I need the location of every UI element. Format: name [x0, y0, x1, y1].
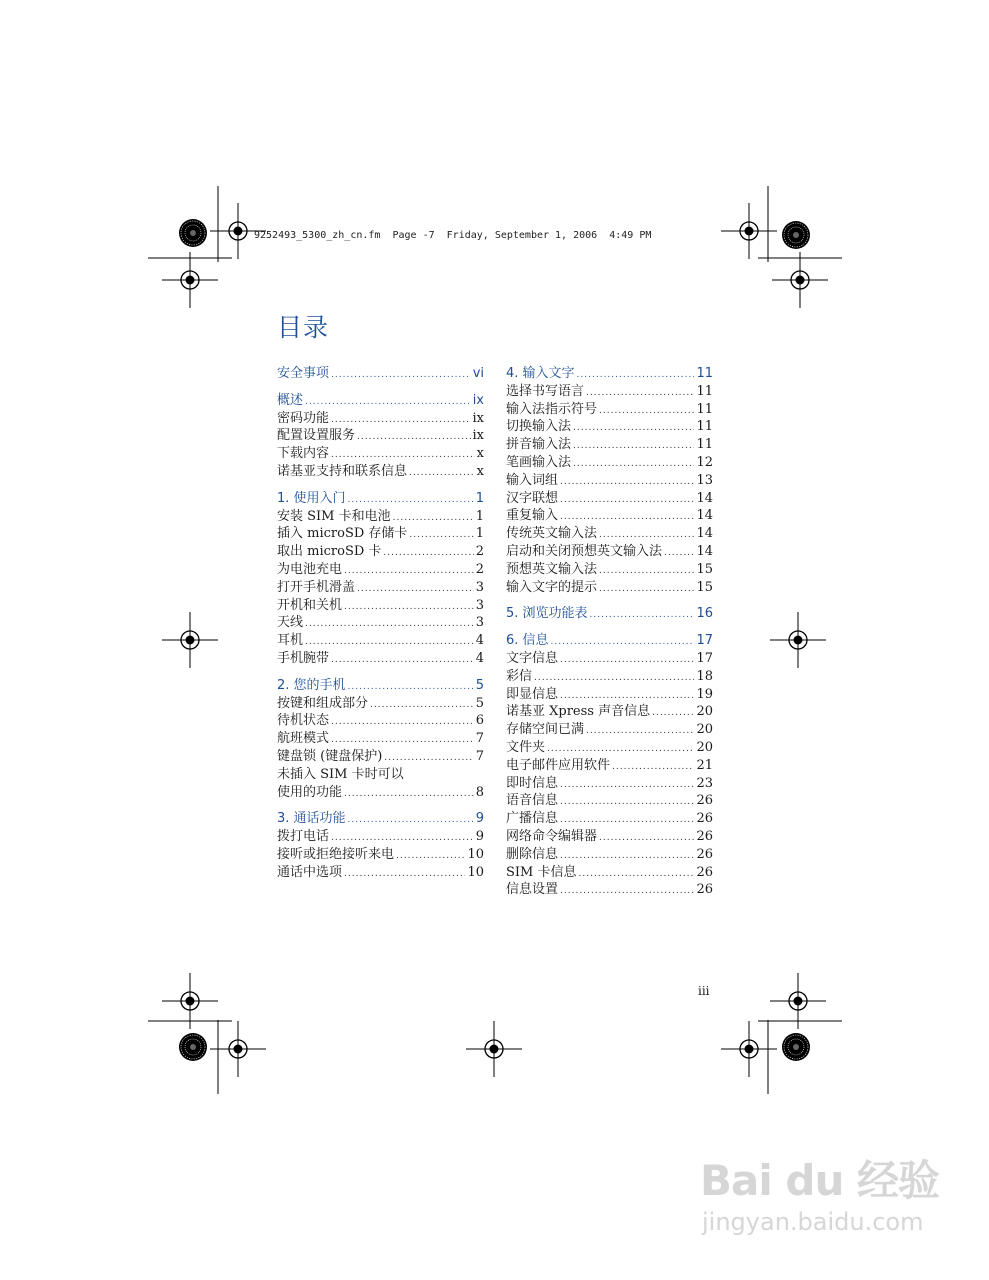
dot-leader — [344, 866, 465, 884]
toc-entry-title: 耳机 — [277, 633, 304, 649]
toc-entry[interactable] — [506, 436, 713, 454]
toc-entry-title: 汉字联想 — [506, 490, 559, 506]
toc-entry-title: 3. 通话功能 — [277, 811, 346, 827]
toc-entry-page: x — [476, 463, 484, 479]
toc-entry-title: 下载内容 — [277, 446, 330, 462]
toc-entry-page: 20 — [696, 739, 713, 755]
toc-entry-title: 网络命令编辑器 — [506, 828, 598, 844]
toc-entry[interactable] — [506, 650, 713, 668]
toc-entry-title: 按键和组成部分 — [277, 695, 369, 711]
toc-entry-page: ix — [472, 410, 484, 426]
dot-leader — [357, 429, 470, 447]
source-file-header: 9252493_5300_zh_cn.fm Page -7 Friday, September 1, 2006 4:49 PM — [254, 230, 652, 241]
toc-entry[interactable] — [506, 525, 713, 543]
toc-entry-title: 插入 microSD 存储卡 — [277, 526, 408, 542]
toc-entry-title: 即显信息 — [506, 686, 559, 702]
toc-entry-page: 10 — [467, 864, 484, 880]
toc-entry-page: 14 — [696, 490, 713, 506]
toc-entry-page: 4 — [475, 633, 484, 649]
toc-entry-page: 9 — [475, 811, 484, 827]
toc-entry[interactable] — [506, 703, 713, 721]
toc-entry[interactable] — [277, 784, 484, 802]
dot-leader — [560, 652, 694, 670]
toc-entry-page: 26 — [696, 828, 713, 844]
toc-entry[interactable] — [277, 730, 484, 748]
toc-chapter-entry[interactable] — [277, 677, 484, 695]
toc-entry[interactable] — [277, 543, 484, 561]
toc-entry-title: 广播信息 — [506, 811, 559, 827]
toc-entry-title: 启动和关闭预想英文输入法 — [506, 543, 663, 559]
toc-entry-page: 17 — [696, 650, 713, 666]
toc-section — [506, 605, 713, 623]
toc-entry[interactable] — [506, 579, 713, 597]
dot-leader — [599, 403, 694, 421]
dot-leader — [560, 492, 694, 510]
toc-entry-page: ix — [472, 392, 484, 408]
toc-section — [277, 392, 484, 481]
toc-entry-title: 为电池充电 — [277, 561, 343, 577]
toc-entry-title: 概述 — [277, 392, 304, 408]
toc-chapter-entry[interactable] — [277, 365, 484, 383]
crosshair-icon — [162, 612, 218, 668]
dot-leader — [344, 599, 474, 617]
star-target-icon — [179, 1033, 207, 1061]
toc-entry[interactable] — [506, 454, 713, 472]
toc-entry-title: 使用的功能 — [277, 784, 343, 800]
toc-entry-page: vi — [472, 366, 484, 381]
toc-entry-title: 切换输入法 — [506, 419, 572, 435]
toc-entry-page: 20 — [696, 704, 713, 720]
toc-entry-title: 键盘锁 (键盘保护) — [277, 748, 383, 764]
dot-leader — [305, 616, 474, 634]
toc-entry-title: 文字信息 — [506, 650, 559, 666]
star-target-icon — [179, 219, 207, 247]
toc-entry-title: 输入文字的提示 — [506, 579, 598, 595]
toc-entry-title: 语音信息 — [506, 793, 559, 809]
dot-leader — [534, 670, 694, 688]
toc-chapter-entry[interactable] — [506, 365, 713, 383]
dot-leader — [348, 812, 474, 830]
toc-entry-page: 2 — [475, 544, 484, 560]
toc-entry-title: 彩信 — [506, 668, 533, 684]
dot-leader — [357, 581, 474, 599]
star-target-icon — [782, 1033, 810, 1061]
toc-entry[interactable] — [506, 401, 713, 419]
toc-entry-title: 6. 信息 — [506, 633, 549, 649]
crosshair-icon — [466, 1021, 522, 1077]
page-number: iii — [698, 984, 710, 998]
toc-entry-page: 7 — [475, 748, 484, 764]
crosshair-icon — [162, 252, 218, 308]
toc-entry-title: 取出 microSD 卡 — [277, 544, 382, 560]
toc-entry[interactable] — [277, 748, 484, 766]
dot-leader — [577, 367, 695, 385]
toc-entry-title: 文件夹 — [506, 739, 546, 755]
dot-leader — [560, 777, 694, 795]
toc-entry-page: 1 — [475, 490, 484, 506]
toc-entry-title: 诺基亚 Xpress 声音信息 — [506, 704, 651, 720]
toc-entry[interactable] — [506, 507, 713, 525]
dot-leader — [586, 723, 694, 741]
toc-section — [277, 490, 484, 668]
dot-leader — [652, 705, 694, 723]
toc-entry-title: 拨打电话 — [277, 829, 330, 845]
star-target-icon — [782, 221, 810, 249]
toc-entry[interactable] — [506, 810, 713, 828]
toc-entry[interactable] — [277, 846, 484, 864]
crosshair-icon — [772, 252, 828, 308]
toc-section — [506, 365, 713, 596]
toc-entry-title: 存储空间已满 — [506, 722, 585, 738]
toc-entry-page: 21 — [696, 757, 713, 773]
watermark-logo: Bai du 经验 — [700, 1156, 939, 1205]
dot-leader — [396, 848, 465, 866]
baidu-jingyan-watermark — [700, 1140, 940, 1250]
toc-entry-title: 手机腕带 — [277, 650, 330, 666]
toc-column-right — [506, 365, 713, 908]
toc-entry-page: 17 — [696, 633, 713, 649]
toc-entry-page: 9 — [475, 829, 484, 845]
toc-entry[interactable] — [277, 508, 484, 526]
toc-entry-title: 输入词组 — [506, 472, 559, 488]
toc-entry[interactable] — [277, 828, 484, 846]
toc-entry-page: 26 — [696, 882, 713, 898]
toc-column-left — [277, 365, 484, 891]
toc-entry-page: 4 — [475, 650, 484, 666]
toc-entry-title: 拼音输入法 — [506, 437, 572, 453]
dot-leader — [344, 563, 474, 581]
toc-entry-title: 传统英文输入法 — [506, 526, 598, 542]
toc-entry-title: 打开手机滑盖 — [277, 579, 356, 595]
dot-leader — [409, 465, 475, 483]
dot-leader — [344, 786, 474, 804]
toc-entry-page: 14 — [696, 508, 713, 524]
dot-leader — [305, 394, 471, 412]
toc-entry-title: 密码功能 — [277, 410, 330, 426]
dot-leader — [599, 830, 694, 848]
toc-entry[interactable] — [506, 721, 713, 739]
toc-entry-title: 安全事项 — [277, 366, 330, 381]
toc-entry[interactable] — [506, 792, 713, 810]
toc-entry-page: 5 — [475, 695, 484, 711]
toc-chapter-entry[interactable] — [277, 490, 484, 508]
toc-entry-page: 26 — [696, 811, 713, 827]
toc-entry-title: 开机和关机 — [277, 597, 343, 613]
toc-entry[interactable] — [506, 668, 713, 686]
toc-entry[interactable] — [277, 864, 484, 882]
toc-entry-title: SIM 卡信息 — [506, 864, 577, 880]
toc-entry-title: 电子邮件应用软件 — [506, 757, 611, 773]
toc-entry-page: 15 — [696, 561, 713, 577]
toc-entry-title: 2. 您的手机 — [277, 677, 346, 693]
toc-entry-title: 诺基亚支持和联系信息 — [277, 463, 408, 479]
toc-entry-page: 7 — [475, 731, 484, 747]
toc-entry[interactable] — [277, 561, 484, 579]
toc-entry[interactable] — [506, 543, 713, 561]
toc-entry-page: 11 — [696, 366, 713, 381]
toc-entry-page: 12 — [696, 454, 713, 470]
toc-entry[interactable] — [506, 383, 713, 401]
page-title: 目录 — [277, 313, 330, 342]
dot-leader — [560, 883, 694, 901]
toc-entry[interactable] — [506, 739, 713, 757]
toc-entry-page: 20 — [696, 722, 713, 738]
toc-entry-title: 选择书写语言 — [506, 383, 585, 399]
toc-entry-page: 3 — [475, 597, 484, 613]
dot-leader — [579, 866, 695, 884]
toc-entry[interactable] — [506, 561, 713, 579]
toc-chapter-entry[interactable] — [506, 632, 713, 650]
toc-entry-title: 信息设置 — [506, 882, 559, 898]
crosshair-icon — [721, 1021, 777, 1077]
dot-leader — [560, 474, 694, 492]
toc-entry-title: 重复输入 — [506, 508, 559, 524]
toc-entry-page: 13 — [696, 472, 713, 488]
toc-entry-page: 6 — [475, 713, 484, 729]
toc-entry-title: 即时信息 — [506, 775, 559, 791]
toc-entry-page: 11 — [696, 401, 713, 417]
toc-entry[interactable] — [277, 597, 484, 615]
toc-entry-title: 笔画输入法 — [506, 454, 572, 470]
toc-entry-page: 26 — [696, 846, 713, 862]
toc-entry-title: 输入法指示符号 — [506, 401, 598, 417]
dot-leader — [383, 545, 473, 563]
toc-entry-page: 26 — [696, 793, 713, 809]
toc-entry-page: 10 — [467, 846, 484, 862]
toc-entry[interactable] — [506, 881, 713, 899]
toc-entry-title: 天线 — [277, 615, 304, 631]
toc-entry-page: 8 — [475, 784, 484, 800]
toc-entry-page: 3 — [475, 615, 484, 631]
toc-entry-page: 16 — [696, 606, 713, 622]
toc-section — [506, 632, 713, 899]
toc-entry-page: 1 — [475, 526, 484, 542]
toc-entry-page: 1 — [475, 508, 484, 524]
toc-entry[interactable] — [277, 445, 484, 463]
dot-leader — [370, 697, 474, 715]
toc-entry[interactable] — [277, 614, 484, 632]
toc-entry[interactable] — [506, 418, 713, 436]
toc-entry-page: 11 — [696, 437, 713, 453]
toc-entry-title: 1. 使用入门 — [277, 490, 346, 506]
dot-leader — [590, 607, 695, 625]
dot-leader — [599, 563, 694, 581]
dot-leader — [331, 714, 474, 732]
toc-entry-page: 23 — [696, 775, 713, 791]
toc-entry-page: x — [476, 446, 484, 462]
toc-entry-title: 未插入 SIM 卡时可以 — [277, 766, 404, 782]
dot-leader — [573, 456, 694, 474]
dot-leader — [305, 634, 474, 652]
toc-entry-title: 接听或拒绝接听来电 — [277, 846, 395, 862]
toc-entry-page: 5 — [475, 677, 484, 693]
toc-entry-title: 删除信息 — [506, 846, 559, 862]
toc-entry[interactable] — [277, 632, 484, 650]
toc-entry[interactable] — [506, 757, 713, 775]
toc-entry[interactable] — [506, 472, 713, 490]
toc-entry-page: 26 — [696, 864, 713, 880]
watermark-url: jingyan.baidu.com — [702, 1208, 924, 1236]
toc-entry[interactable] — [277, 650, 484, 668]
dot-leader — [331, 367, 471, 385]
toc-entry-page: 15 — [696, 579, 713, 595]
toc-entry-title: 预想英文输入法 — [506, 561, 598, 577]
crosshair-icon — [770, 612, 826, 668]
dot-leader — [331, 652, 474, 670]
toc-entry-page: 11 — [696, 383, 713, 399]
dot-leader — [551, 634, 695, 652]
toc-entry-page: ix — [472, 428, 484, 444]
dot-leader — [560, 794, 694, 812]
crosshair-icon — [721, 203, 777, 259]
toc-entry[interactable] — [506, 864, 713, 882]
toc-entry[interactable] — [277, 695, 484, 713]
toc-entry-title: 待机状态 — [277, 713, 330, 729]
toc-entry[interactable] — [506, 846, 713, 864]
toc-entry-page: 14 — [696, 526, 713, 542]
toc-entry[interactable] — [506, 686, 713, 704]
toc-entry[interactable] — [277, 427, 484, 445]
toc-entry-title: 安装 SIM 卡和电池 — [277, 508, 391, 524]
toc-entry[interactable] — [277, 766, 484, 784]
toc-entry-page: 18 — [696, 668, 713, 684]
toc-section — [277, 365, 484, 383]
dot-leader — [573, 438, 694, 456]
toc-entry-title: 5. 浏览功能表 — [506, 606, 588, 622]
toc-entry-page: 2 — [475, 561, 484, 577]
toc-entry-page: 3 — [475, 579, 484, 595]
toc-section — [277, 677, 484, 802]
toc-chapter-entry[interactable] — [277, 392, 484, 410]
dot-leader — [560, 848, 694, 866]
toc-entry[interactable] — [277, 712, 484, 730]
toc-entry[interactable] — [506, 775, 713, 793]
toc-entry[interactable] — [277, 463, 484, 481]
toc-entry-page: 11 — [696, 419, 713, 435]
toc-entry[interactable] — [277, 525, 484, 543]
dot-leader — [599, 581, 694, 599]
dot-leader — [612, 759, 694, 777]
dot-leader — [664, 545, 694, 563]
toc-entry-title: 4. 输入文字 — [506, 366, 575, 381]
toc-entry[interactable] — [277, 579, 484, 597]
toc-entry-page: 14 — [696, 543, 713, 559]
toc-entry[interactable] — [506, 828, 713, 846]
dot-leader — [586, 385, 694, 403]
toc-entry[interactable] — [506, 490, 713, 508]
toc-section — [277, 810, 484, 881]
toc-entry-page: 19 — [696, 686, 713, 702]
toc-chapter-entry[interactable] — [506, 605, 713, 623]
toc-entry-title: 配置设置服务 — [277, 428, 356, 444]
dot-leader — [409, 527, 473, 545]
dot-leader — [573, 420, 694, 438]
toc-entry-title: 航班模式 — [277, 731, 330, 747]
toc-entry[interactable] — [277, 410, 484, 428]
toc-chapter-entry[interactable] — [277, 810, 484, 828]
toc-entry-title: 通话中选项 — [277, 864, 343, 880]
